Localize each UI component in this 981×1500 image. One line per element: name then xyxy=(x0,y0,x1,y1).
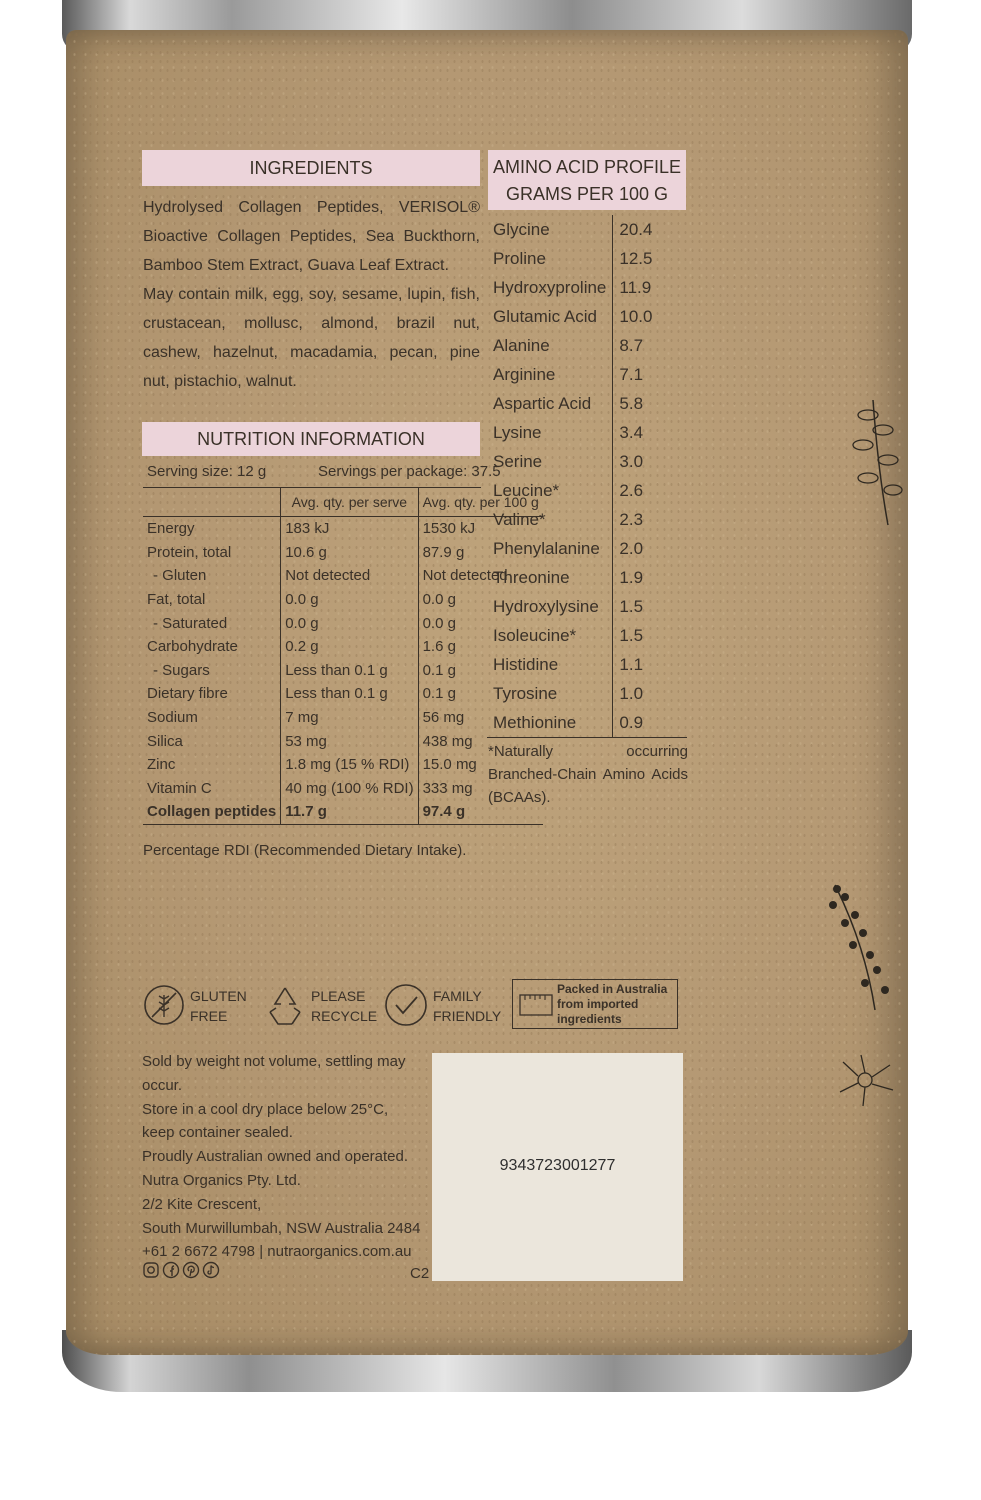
nutrition-table xyxy=(143,488,543,825)
amino-value: 2.6 xyxy=(613,476,687,505)
amino-value: 10.0 xyxy=(613,302,687,331)
ingredients-header xyxy=(142,150,480,186)
ingredients-list: Hydrolysed Collagen Peptides, VERISOL® Bioactive Collagen Peptides, Sea Buckthorn, Bamboo Stem Extract, Guava Leaf Extract. xyxy=(143,199,480,274)
per-serve-value: 40 mg (100 % RDI) xyxy=(281,777,418,801)
nutrition-table-head xyxy=(143,488,543,517)
amino-name: Histidine xyxy=(493,654,559,674)
amino-table xyxy=(487,215,687,738)
per-100g-value: 97.4 g xyxy=(418,800,543,824)
amino-row xyxy=(487,447,687,476)
amino-value: 1.9 xyxy=(613,563,687,592)
nutrition-row xyxy=(143,729,543,753)
nutrient-name: Dietary fibre xyxy=(147,685,228,703)
amino-name: Arginine xyxy=(493,364,556,384)
nutrient-name: Protein, total xyxy=(147,543,232,561)
packed-in-australia-badge: Packed in Australia from imported ingredients xyxy=(512,979,678,1029)
per-serve-value: Less than 0.1 g xyxy=(281,682,418,706)
recycle-icon xyxy=(262,982,308,1028)
amino-value: 1.5 xyxy=(613,621,687,650)
nutrition-row xyxy=(143,682,543,706)
per-serve-value: 7 mg xyxy=(281,706,418,730)
nutrition-header xyxy=(142,422,480,456)
address-line-1: 2/2 Kite Crescent, xyxy=(142,1195,262,1213)
nutrient-name: Energy xyxy=(147,520,195,538)
botanical-sprig-icon xyxy=(815,875,905,1015)
per-100g-value: Not detected xyxy=(418,564,543,588)
per-100g-value: 1530 kJ xyxy=(418,517,543,541)
nutrition-row xyxy=(143,800,543,824)
amino-name: Alanine xyxy=(493,335,550,355)
per-serve-value: 53 mg xyxy=(281,729,418,753)
amino-name: Threonine xyxy=(493,567,570,587)
amino-row xyxy=(487,679,687,708)
per-100g-value: 0.0 g xyxy=(418,611,543,635)
nutrition-row xyxy=(143,753,543,777)
nutrition-row xyxy=(143,588,543,612)
amino-value: 2.3 xyxy=(613,505,687,534)
per-100g-value: 15.0 mg xyxy=(418,753,543,777)
per-100g-value: 56 mg xyxy=(418,706,543,730)
col-per-100g: Avg. qty. per 100 g xyxy=(418,488,543,517)
amino-name: Serine xyxy=(493,451,543,471)
company-name: Nutra Organics Pty. Ltd. xyxy=(142,1171,301,1189)
amino-row xyxy=(487,331,687,360)
nutrition-row xyxy=(143,564,543,588)
amino-row xyxy=(487,476,687,505)
amino-row xyxy=(487,360,687,389)
amino-value: 2.0 xyxy=(613,534,687,563)
storage-company-info xyxy=(142,1050,427,1264)
family-friendly-icon xyxy=(383,982,429,1028)
amino-name: Hydroxyproline xyxy=(493,277,607,297)
amino-header xyxy=(488,150,686,210)
amino-row xyxy=(487,302,687,331)
amino-name: Isoleucine* xyxy=(493,625,577,645)
storage-note: Store in a cool dry place below 25°C, xyxy=(142,1100,389,1118)
nutrient-name: Fat, total xyxy=(147,591,206,609)
amino-row xyxy=(487,244,687,273)
amino-value: 11.9 xyxy=(613,273,687,302)
nutrient-name: - Sugars xyxy=(153,661,210,679)
amino-value: 20.4 xyxy=(613,215,687,244)
per-serve-value: 0.0 g xyxy=(281,611,418,635)
bcaa-footnote: *Naturally occurring Branched-Chain Amino Acids (BCAAs). xyxy=(488,743,688,806)
amino-row xyxy=(487,505,687,534)
nutrition-row xyxy=(143,659,543,683)
contact-line: +61 2 6672 4798 | nutraorganics.com.au xyxy=(142,1243,412,1261)
barcode-panel xyxy=(432,1053,683,1281)
amino-value: 3.4 xyxy=(613,418,687,447)
botanical-flower-icon xyxy=(835,1050,905,1110)
address-line-2: South Murwillumbah, NSW Australia 2484 xyxy=(142,1219,421,1237)
amino-row xyxy=(487,592,687,621)
per-100g-value: 333 mg xyxy=(418,777,543,801)
amino-name: Valine* xyxy=(493,509,546,529)
nutrient-name: - Gluten xyxy=(153,567,207,585)
amino-name: Hydroxylysine xyxy=(493,596,599,616)
nutrient-name: - Saturated xyxy=(153,614,228,632)
per-serve-value: 183 kJ xyxy=(281,517,418,541)
amino-value: 7.1 xyxy=(613,360,687,389)
amino-name: Methionine xyxy=(487,708,613,738)
nutrient-name: Silica xyxy=(147,732,183,750)
nutrition-row xyxy=(143,611,543,635)
amino-row xyxy=(487,650,687,679)
amino-name: Glutamic Acid xyxy=(493,306,597,326)
instagram-icon xyxy=(142,1261,160,1279)
per-100g-value: 1.6 g xyxy=(418,635,543,659)
amino-row xyxy=(487,389,687,418)
nutrition-row xyxy=(143,635,543,659)
amino-row xyxy=(487,708,687,738)
storage-note-2: keep container sealed. xyxy=(142,1124,293,1142)
per-100g-value: 0.1 g xyxy=(418,682,543,706)
allergen-statement: May contain milk, egg, soy, sesame, lupin, fish, crustacean, mollusc, almond, brazil nut, cashew, hazelnut, macadamia, pecan, pine nut, pistachio, walnut. xyxy=(143,286,480,390)
packed-in-australia-icon xyxy=(519,994,553,1016)
amino-value: 3.0 xyxy=(613,447,687,476)
family-friendly-label: FAMILY FRIENDLY xyxy=(433,988,502,1024)
settling-note: Sold by weight not volume, settling may occur. xyxy=(142,1053,406,1094)
gluten-free-icon xyxy=(142,983,186,1027)
amino-row xyxy=(487,563,687,592)
amino-value: 0.9 xyxy=(613,708,687,738)
amino-name: Lysine xyxy=(493,422,542,442)
amino-row xyxy=(487,621,687,650)
nutrition-title: NUTRITION INFORMATION xyxy=(197,429,425,449)
nutrient-name: Collagen peptides xyxy=(143,800,281,824)
amino-value: 12.5 xyxy=(613,244,687,273)
per-100g-value: 0.1 g xyxy=(418,659,543,683)
nutrition-row xyxy=(143,517,543,541)
per-serve-value: 1.8 mg (15 % RDI) xyxy=(281,753,418,777)
tiktok-icon xyxy=(202,1261,220,1279)
per-100g-value: 438 mg xyxy=(418,729,543,753)
amino-value: 1.0 xyxy=(613,679,687,708)
barcode-number: 9343723001277 xyxy=(499,1157,616,1174)
per-serve-value: 0.2 g xyxy=(281,635,418,659)
amino-name: Tyrosine xyxy=(493,683,558,703)
amino-title: AMINO ACID PROFILE xyxy=(492,157,682,177)
amino-name: Phenylalanine xyxy=(493,538,600,558)
amino-value: 1.5 xyxy=(613,592,687,621)
amino-row xyxy=(487,273,687,302)
per-serve-value: 0.0 g xyxy=(281,588,418,612)
amino-name: Glycine xyxy=(493,219,550,239)
per-100g-value: 87.9 g xyxy=(418,541,543,565)
per-serve-value: Less than 0.1 g xyxy=(281,659,418,683)
ownership-note: Proudly Australian owned and operated. xyxy=(142,1148,409,1166)
batch-code: C2 xyxy=(410,1265,430,1282)
per-serve-value: 11.7 g xyxy=(281,800,418,824)
nutrient-name: Zinc xyxy=(147,756,176,774)
amino-value: 5.8 xyxy=(613,389,687,418)
per-100g-value: 0.0 g xyxy=(418,588,543,612)
col-per-serve: Avg. qty. per serve xyxy=(281,488,418,517)
pinterest-icon xyxy=(182,1261,200,1279)
amino-name: Aspartic Acid xyxy=(493,393,592,413)
amino-subtitle: GRAMS PER 100 G xyxy=(505,184,669,204)
nutrient-name: Vitamin C xyxy=(147,779,212,797)
amino-value: 8.7 xyxy=(613,331,687,360)
nutrition-row xyxy=(143,706,543,730)
servings-per-package: Servings per package: 37.5 xyxy=(318,463,501,480)
nutrient-name: Carbohydrate xyxy=(147,638,238,656)
amino-row xyxy=(487,534,687,563)
nutrient-name: Sodium xyxy=(147,709,198,727)
serving-size: Serving size: 12 g xyxy=(147,463,267,480)
botanical-sprig-icon xyxy=(838,390,908,530)
gluten-free-label: GLUTEN FREE xyxy=(190,988,247,1024)
amino-row xyxy=(487,418,687,447)
amino-name: Proline xyxy=(493,248,546,268)
facebook-icon xyxy=(162,1261,180,1279)
per-serve-value: Not detected xyxy=(281,564,418,588)
recycle-label: PLEASE RECYCLE xyxy=(311,988,378,1024)
amino-row xyxy=(487,215,687,244)
rdi-footnote: Percentage RDI (Recommended Dietary Intake). xyxy=(143,842,467,859)
amino-value: 1.1 xyxy=(613,650,687,679)
per-serve-value: 10.6 g xyxy=(281,541,418,565)
nutrition-row xyxy=(143,777,543,801)
amino-name: Leucine* xyxy=(493,480,560,500)
nutrition-row xyxy=(143,541,543,565)
ingredients-title: INGREDIENTS xyxy=(249,158,373,178)
